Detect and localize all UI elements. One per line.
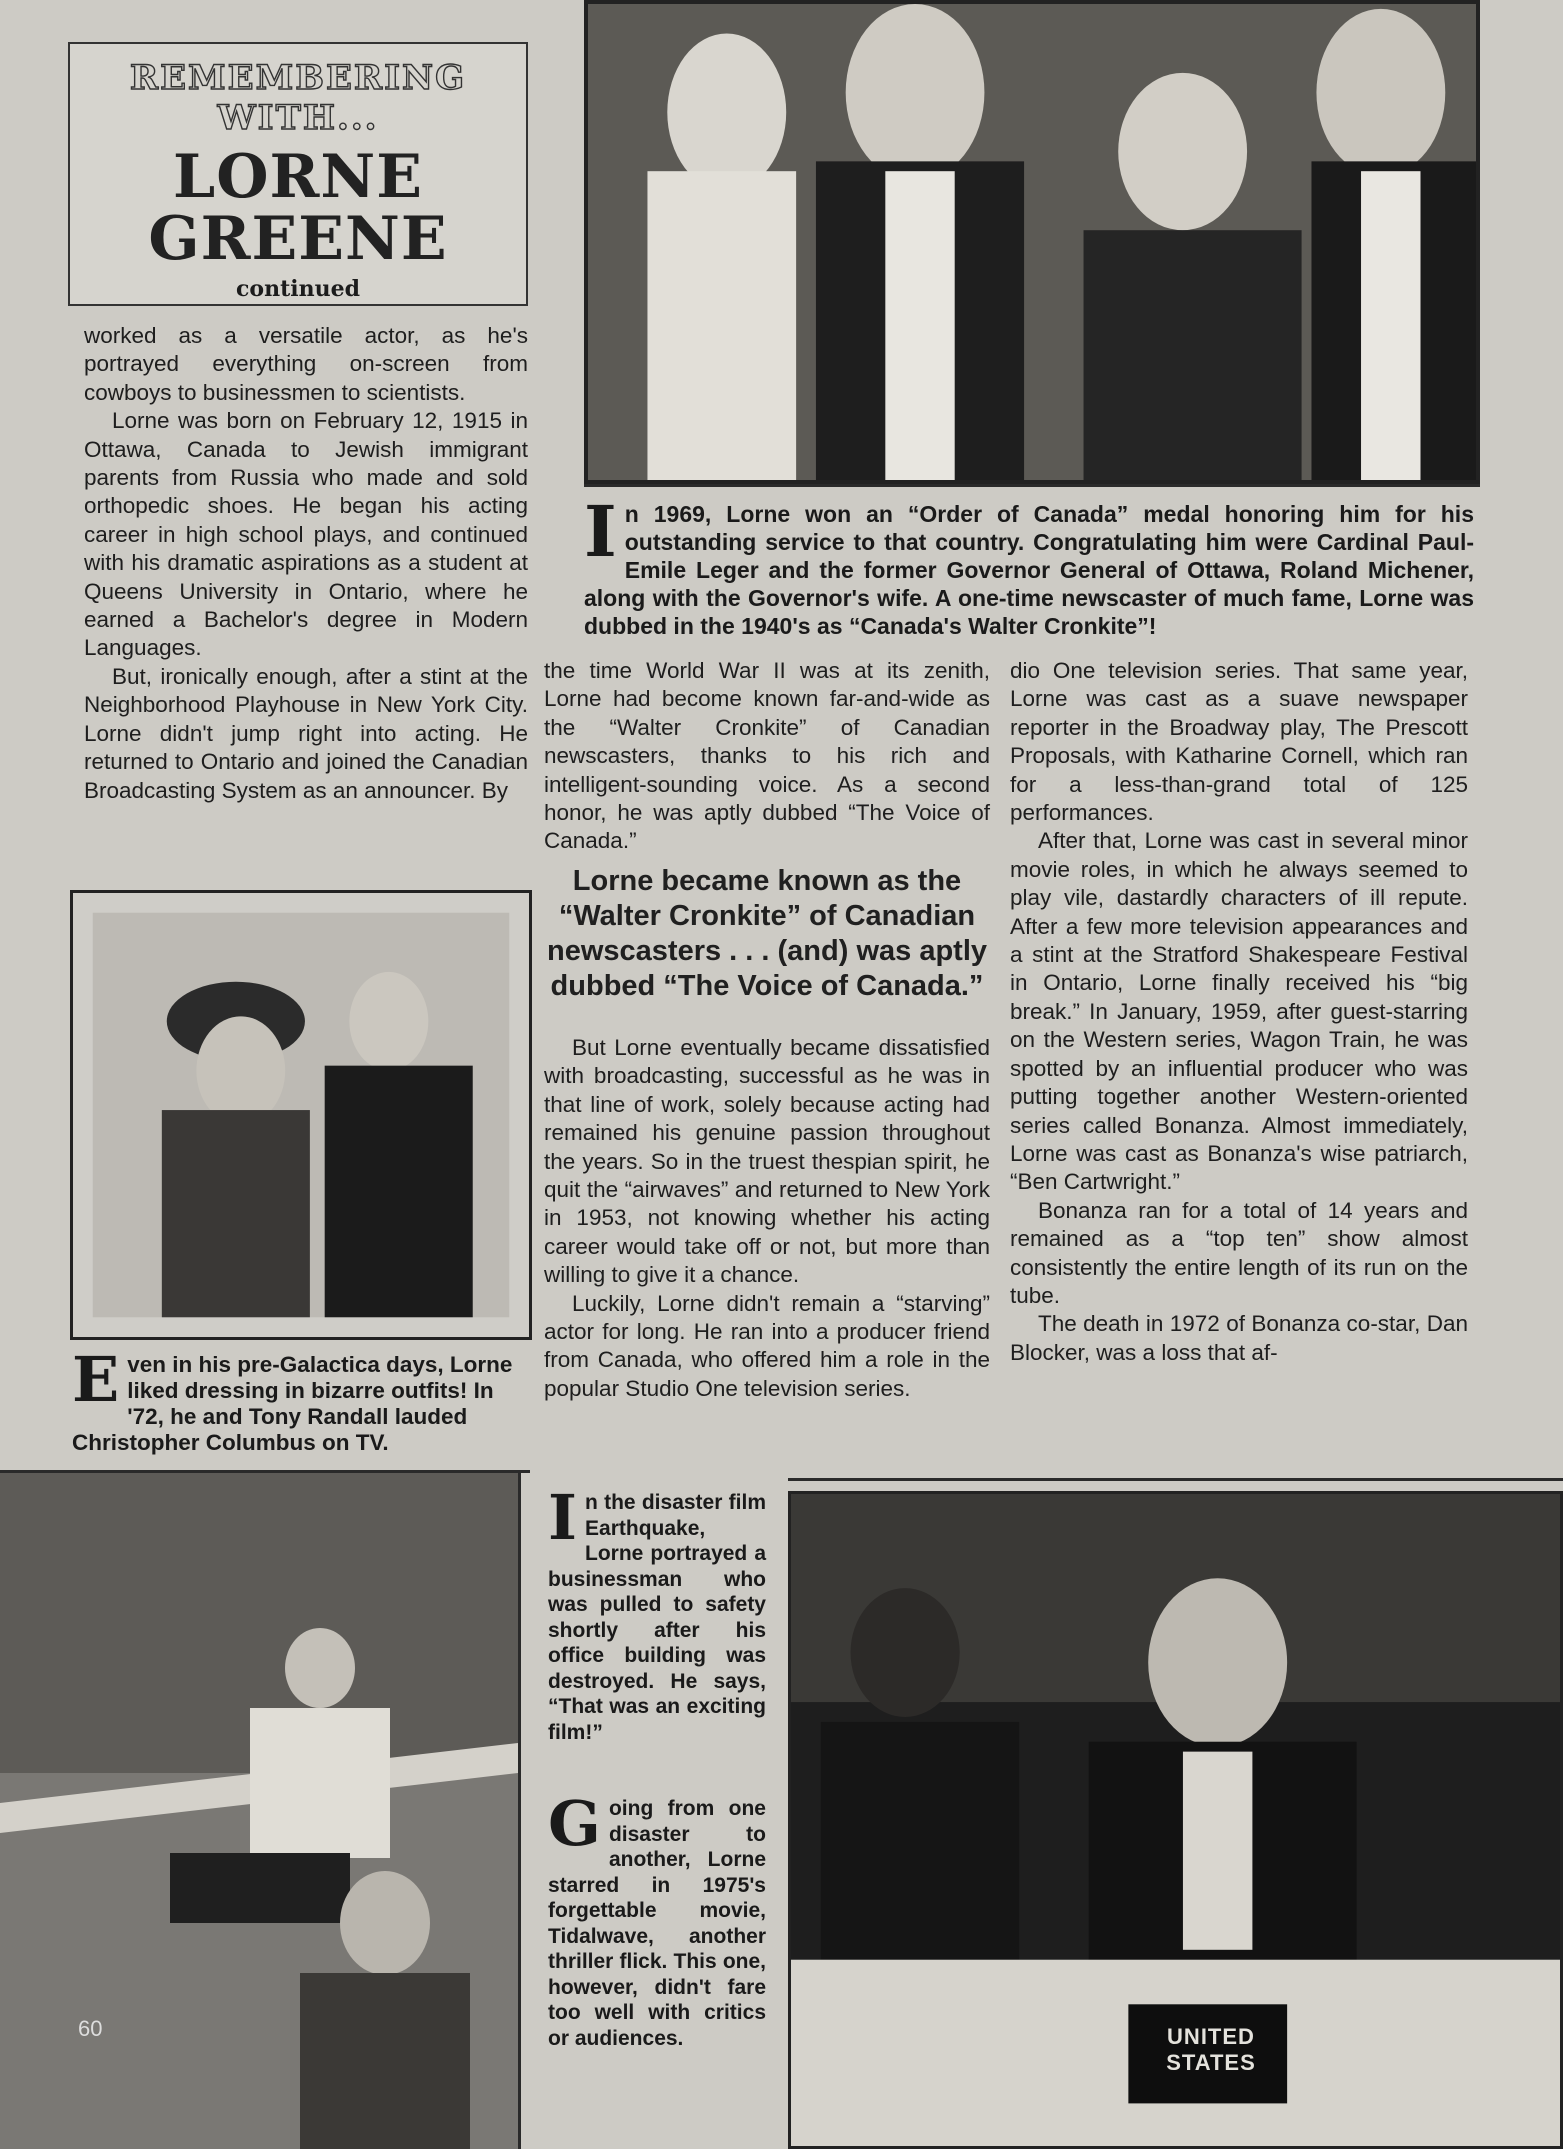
title-name-line-2: GREENE	[148, 204, 448, 274]
caption-text: n 1969, Lorne won an “Order of Canada” medal honoring him for his outstanding service to that country. Congratulating him were Cardinal Paul-Emile Leger and the former Governor General of Ottawa, Roland Michener, along with the Governor's wife. A one-time newscaster of much fame, Lorne was dubbed in the 1940's as “Canada's Walter Cronkite”!	[584, 501, 1474, 639]
kicker-line-1: REMEMBERING	[129, 58, 467, 98]
caption-columbus	[72, 1343, 532, 1456]
sign-line-1: UNITED	[1167, 2024, 1255, 2049]
paragraph: Lorne was born on February 12, 1915 in Ottawa, Canada to Jewish immigrant parents from Russia who made and sold orthopedic shoes. He began his acting career in high school plays, and continued with his dramatic aspirations as a student at Queens University in Ontario, where he earned a Bachelor's degree in Modern Languages.	[84, 408, 528, 661]
paragraph: But Lorne eventually became dissatisfied with broadcasting, successful as he was in that line of work, solely because acting had remained his genuine passion throughout the years. So in the truest thespian spirit, he quit the “airwaves” and returned to New York in 1953, not knowing whether his acting career would take off or not, but more than willing to give it a chance.	[544, 1035, 990, 1288]
continued-label: continued	[236, 276, 360, 302]
caption-dropcap: I	[584, 490, 617, 573]
paragraph: The death in 1972 of Bonanza co-star, Dan Blocker, was a loss that af-	[1010, 1311, 1468, 1365]
bottom-rule-right	[788, 1478, 1563, 1481]
paragraph: After that, Lorne was cast in several minor movie roles, in which he always seemed to play vile, dastardly characters of ill repute. After a few more television appearances and a stint at the Stratford Shakespeare Festival in Ontario, Lorne finally received his “big break.” In January, 1959, after guest-starring on the Western series, Wagon Train, he was spotted by an influential producer who was putting together another Western-oriented series called Bonanza. Almost immediately, Lorne was cast as Bonanza's wise patriarch, “Ben Cartwright.”	[1010, 828, 1468, 1195]
column-1-text	[84, 322, 528, 805]
photo-united-nations	[788, 1491, 1563, 2149]
paragraph: the time World War II was at its zenith, Lorne had become known far-and-wide as the “Walter Cronkite” of Canadian newscasters, thanks to his rich and intelligent-sounding voice. As a second honor, he was aptly dubbed “The Voice of Canada.”	[544, 658, 990, 854]
column-2-text	[544, 657, 990, 856]
column-3-text	[1010, 657, 1468, 1367]
page-number: 60	[78, 2016, 103, 2041]
paragraph: worked as a versatile actor, as he's portrayed everything on-screen from cowboys to businessmen to scientists.	[84, 323, 528, 405]
column-2b-text	[544, 1034, 990, 1403]
bottom-rule-vertical	[518, 1473, 521, 2149]
caption-text: oing from one disaster to another, Lorne starred in 1975's forgettable movie, Tidalwave, another thriller flick. This one, however, didn't fare too well with critics or audiences.	[548, 1797, 766, 2050]
caption-earthquake	[548, 1481, 766, 1745]
paragraph: Luckily, Lorne didn't remain a “starving” actor for long. He ran into a producer friend from Canada, who offered him a role in the popular Studio One television series.	[544, 1290, 990, 1401]
caption-dropcap: I	[548, 1481, 578, 1554]
pull-quote: Lorne became known as the “Walter Cronkite” of Canadian newscasters . . . (and) was aptly dubbed “The Voice of Canada.”	[547, 865, 987, 1002]
paragraph: But, ironically enough, after a stint at the Neighborhood Playhouse in New York City. Lorne didn't jump right into acting. He returned to Ontario and joined the Canadian Broadcasting System as an announcer. By	[84, 663, 528, 803]
caption-text: ven in his pre-Galactica days, Lorne liked dressing in bizarre outfits! In '72, he and Tony Randall lauded Christopher Columbus on TV.	[72, 1352, 513, 1455]
paragraph: dio One television series. That same year, Lorne was cast as a suave newspaper reporter in the Broadway play, The Prescott Proposals, with Katharine Cornell, which ran for a less-than-grand total of 125 performances.	[1010, 658, 1468, 826]
caption-dropcap: G	[548, 1787, 601, 1860]
sign-line-2: STATES	[1166, 2050, 1256, 2075]
caption-text: n the disaster film Earthquake, Lorne portrayed a businessman who was pulled to safety shortly after his office building was destroyed. He says, “That was an exciting film!”	[548, 1491, 766, 1744]
caption-order-of-canada	[584, 490, 1474, 640]
title-box	[68, 42, 528, 306]
top-photo-rule	[584, 484, 1480, 487]
photo-order-of-canada	[584, 0, 1480, 484]
paragraph: Bonanza ran for a total of 14 years and remained as a “top ten” show almost consistently the entire length of its run on the tube.	[1010, 1197, 1468, 1308]
united-states-sign	[1151, 2024, 1271, 2076]
title-name-line-1: LORNE	[173, 142, 423, 212]
caption-dropcap: E	[72, 1343, 120, 1416]
kicker-line-2: WITH...	[217, 98, 379, 138]
caption-tidalwave	[548, 1787, 766, 2051]
photo-earthquake	[0, 1473, 518, 2149]
photo-columbus-costume	[70, 890, 532, 1340]
